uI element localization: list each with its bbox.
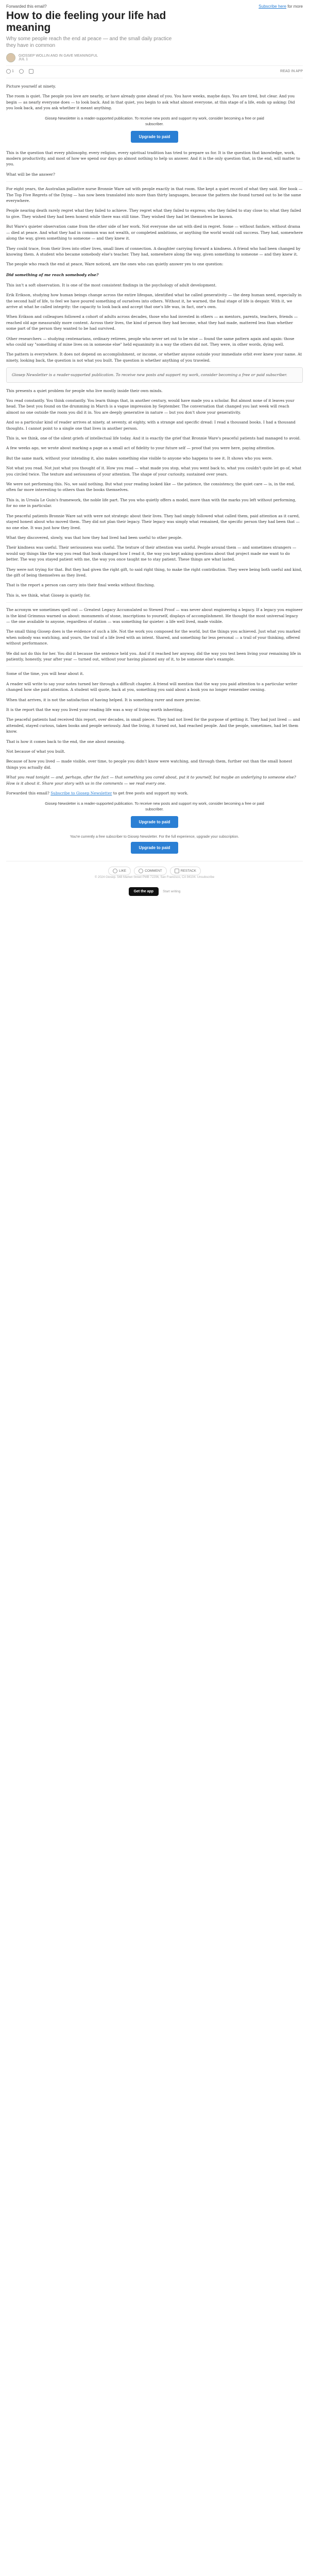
heart-icon [113, 869, 117, 873]
paragraph: The peaceful patients had received this report, over decades, in small pieces. They had not lived for the purpose of getting it. They had just lived — and attended, stayed curious, taken books and people seriously. And the living, it turned out, had reached people. And the people, sometimes, had let them know. [6, 717, 300, 734]
divider [6, 181, 303, 182]
legal-text: © 2024 Giosep. 548 Market Street PMB 72296, San Francisco, CA 94104. Unsubscribe [94, 875, 215, 879]
paragraph: Erik Erikson, studying how human beings change across the entire lifespan, identified what he called generativity — the deep human need, especially in the second half of life, to feel we have poured something of ourselves into others. Without it, he warned, the final stage of life is despair. With it, we arrive at what he called integrity: the capacity to look back and accept that one's life was, in fact, one's own. [6, 293, 302, 309]
article-subtitle: Why some people reach the end at peace — and the small daily practice they have in common [6, 36, 172, 48]
paragraph: They could trace, from their lives into other lives, small lines of connection. A daughter carrying forward a kindness. A friend who had been changed by knowing them. A student who became somebody else's teacher. They had, somewhere along the way, given something to someone — and they knew it. [6, 246, 301, 257]
forwarded-text: Forwarded this email? [6, 4, 47, 9]
paragraph: But the same mark, without your intending it, also makes something else visible to anyone who happens to see it. It shows who you were. [6, 455, 273, 461]
footer-like-label: LIKE [119, 869, 127, 873]
paragraph: This is the question that every philosophy, every religion, every spiritual tradition has tried to prepare us for. It is the question that knowledge, work, modern productivity, and most of how we spend our days go almost nothing to help us answer. And it is the only question that, in the end, will matter to you. [6, 150, 300, 167]
read-in-app-link[interactable]: READ IN APP [280, 70, 303, 73]
key-question: Did something of me reach somebody else? [6, 272, 99, 277]
paragraph: That is how it comes back to the end, the one about meaning. [6, 739, 126, 744]
paragraph: What they discovered, slowly, was that how they had lived had been useful to other people. [6, 535, 183, 540]
paragraph: When Erikson and colleagues followed a cohort of adults across decades, those who had invested in others — as mentors, parents, teachers, friends — reached old age measurably more content. Across their lives, the kind of person they had become, what they had made, mattered less than whether some part of the person they wanted to be had survived. [6, 314, 298, 331]
paragraph: This is, we think, what Giosep is quietly for. [6, 592, 91, 598]
paragraph: A reader will write to say your notes turned her through a difficult chapter. A friend will mention that the way you paid attention to a particular writer changed how she paid attention. A student will quote, back at you, something you said about a book you no longer remember owning. [6, 681, 298, 692]
paragraph: But Ware's quieter observation came from the other side of her work. Not everyone she sat with died in regret. Some — without fanfare, without drama — died at peace. And what they had in common was not wealth, or completed ambitions, or anything the world would call success. They had, somewhere along the way, given something to someone — and they knew it. [6, 224, 303, 241]
paragraph: And so a particular kind of reader arrives at ninety, at seventy, at eighty, with a strange and specific dread: I read a thousand books. I had a thousand thoughts. I cannot point to a single one that lives in another person. [6, 420, 296, 431]
comment-button[interactable] [19, 69, 24, 74]
restack-button[interactable] [29, 69, 33, 74]
paragraph: The peaceful patients Bronnie Ware sat with were not strategic about their lives. They had simply followed what called them, paid attention as it cared, stayed honest about who moved them. They did not plan their legacy. Their legacy was simply what remained, the specific person they had been that — no one else. It was just how they lived. [6, 513, 300, 530]
upgrade-button-3[interactable]: Upgrade to paid [131, 842, 179, 854]
article [0, 10, 309, 896]
paragraph: The room is quiet. The people you love are nearby, or have already gone ahead of you. You have weeks, maybe days. You are tired, but clear. And you begin — as nearly everyone does — to look back. And in that quiet, you begin to ask what almost everyone, at this stage of a life, ends up asking: Did you look back, and you ask whether it meant anything. [6, 94, 295, 111]
closing-italic: What you read tonight — and, perhaps, after the fact — that something you cared about, put it to yourself, but maybe an underlying to someone else? How is it about it. Share your story with us in the comments — we read every one. [6, 775, 296, 786]
upgrade-button-2[interactable]: Upgrade to paid [131, 816, 179, 828]
paragraph: Their kindness was useful. Their seriousness was useful. The texture of their attention was useful. People around them — and sometimes strangers — would say things like the way you read that book changed how I read it, the way you kept asking questions about that project made me want to do better. The way you stayed patient with me, the way you once taught me to stay patient. These things are what lasted. [6, 545, 297, 562]
divider [6, 602, 303, 603]
footer-restack-button[interactable] [170, 867, 201, 875]
author-row [6, 53, 303, 66]
paragraph: This isn't a soft observation. It is one of the most consistent findings in the psychology of adult development. [6, 282, 217, 287]
subscribe-link[interactable]: Subscribe here [259, 4, 286, 9]
paragraph: A few weeks ago, we wrote about marking a page as a small act of fidelity to your future self — proof that you were here, paying attention. [6, 446, 276, 451]
divider [6, 666, 303, 667]
paragraph: Because of how you lived — made visible, over time, to people you didn't know were watching, and through them, further out than the small honest things you actually did. [6, 759, 293, 770]
paragraph: We were not performing this. No, we said nothing. But what your reading looked like — the patience, the consistency, the quiet care — is, in the end, often far more interesting to others than the books themselves. [6, 482, 295, 493]
subscriber-note: You're currently a free subscriber to Giosep Newsletter. For the full experience, upgrade your subscription. [70, 835, 239, 839]
paragraph: This presents a quiet problem for people who live mostly inside their own minds. [6, 388, 163, 393]
paragraph: Picture yourself at ninety. [6, 84, 56, 89]
forwarded-footer [6, 790, 303, 796]
avatar[interactable] [6, 53, 15, 62]
paragraph: The acronym we sometimes spell out — Greatest Legacy Accumulated so Stewed Proof — was never about engineering a legacy. If a legacy you engineer is the kind Grimmus warned us about: monuments of stone, inscriptions to yourself, displays of accomplishment. He thought the most universal legacy — the one available to anyone, regardless of station — was something far quieter: a life well lived, made visible. [6, 607, 303, 624]
paragraph: The small thing Giosep does is the evidence of such a life. Not the work you composed for the world, but the things you achieved. Just what you marked when nobody was watching, and yours, the trail of a life lived with an intent. Shared, and something far less personal — a trail of your thinking, offered without performance. [6, 629, 301, 646]
like-count: 1 [12, 70, 14, 73]
footer-restack-label: RESTACK [180, 869, 196, 873]
like-button[interactable] [6, 69, 14, 74]
footer-actions [6, 861, 303, 875]
box-text: Giosep Newsletter is a reader-supported publication. To receive new posts and support my work, consider becoming a free or paid subscriber. [12, 372, 287, 378]
restack-icon [29, 69, 33, 74]
subscribe-callout: Giosep Newsletter is a reader-supported publication. To receive new posts and support my work, consider becoming a free or paid subscriber. [45, 115, 264, 126]
subscribe-callout-2: Giosep Newsletter is a reader-supported publication. To receive new posts and support my work, consider becoming a free or paid subscriber. [45, 801, 264, 811]
paragraph: You read constantly. You think constantly. You learn things that, in another century, would have made you a scholar. But almost none of it leaves your head. The best you found on the drumming in March is a vague impression by September. The conversation that changed you last week will reach almost no one outside the room you did it in. You are deeply generative in nature — but you don't show your generativity. [6, 398, 295, 415]
paragraph: It is the report that the way you lived your reading life was a way of living worth inheriting. [6, 707, 184, 713]
forward-bar [0, 0, 309, 9]
paragraph: That is the report a person can carry into their final weeks without flinching. [6, 583, 155, 588]
subscribe-box [6, 367, 303, 382]
post-date: JUL 1 [19, 58, 28, 61]
restack-icon [175, 869, 179, 873]
paragraph: Other researchers — studying centenarians, ordinary retirees, people who never set out to be wise — found the same pattern again and again: those who could say "something of mine lives on in someone else" held equanimity in a way the others did not. They were, in other words, dying well. [6, 336, 295, 347]
footer-comment-label: COMMENT [145, 869, 162, 873]
paragraph: When that arrives, it is not the satisfaction of having helped. It is something rarer and more precise. [6, 697, 201, 702]
paragraph: For eight years, the Australian palliative nurse Bronnie Ware sat with people exactly in that room. She kept a quiet record of what they said. Her book — The Top Five Regrets of the Dying — has now been translated into more than thirty languages, because the pattern she found turned out to be the same everywhere. [6, 187, 303, 204]
app-row [6, 887, 303, 896]
paragraph: Not what you read. Not just what you thought of it. How you read — what made you stop, what you went back to, what you couldn't quite let go of, what you circled twice. The texture and seriousness of your attention. The shape of your curiosity, sustained over years. [6, 466, 302, 477]
article-title: How to die feeling your life had meaning [6, 10, 166, 33]
upgrade-button[interactable]: Upgrade to paid [131, 131, 179, 143]
subscribe-footer-link[interactable]: Subscribe to Giosep Newsletter [50, 791, 112, 796]
paragraph: What will be the answer? [6, 172, 55, 177]
paragraph: This is, in Ursula Le Guin's framework, the noble life part. The you who quietly offers a model, more than with the marks you left without performing, for no one in particular. [6, 497, 297, 509]
footer-comment-button[interactable] [134, 867, 167, 875]
paragraph: People nearing death rarely regret what they failed to achieve. They regret what they failed to express; who they failed to stay close to; what they failed to give. They wished they had been honest while there was still time. They wished they had let themselves be known. [6, 208, 301, 219]
start-writing-link[interactable]: Start writing [163, 889, 181, 893]
forwarded-footer-text: Forwarded this email? [6, 791, 49, 796]
paragraph: The pattern is everywhere. It does not depend on accomplishment, or income, or whether anyone outside your immediate orbit ever knew your name. At ninety, looking back, the question is not what you built. The question is whether anything of you traveled. [6, 352, 302, 363]
author-line[interactable]: GIOSSEP WOLLIN AND IN GAVE MEANINGFUL [19, 54, 98, 58]
paragraph: The people who reach the end at peace, Ware noticed, are the ones who can quietly answer yes to one question: [6, 262, 224, 267]
forwarded-footer-suffix: to get free posts and support my work. [113, 791, 188, 796]
action-row [6, 69, 303, 78]
comment-icon [139, 869, 143, 873]
footer-like-button[interactable] [108, 867, 131, 875]
paragraph: Not because of what you built. [6, 749, 65, 754]
get-app-button[interactable]: Get the app [129, 887, 159, 896]
paragraph: They were not trying for that. But they had given the right gift, to said right thing, to make the right contribution. They were being both useful and kind, the gift of being themselves as they lived. [6, 567, 302, 578]
heart-icon [6, 69, 11, 74]
paragraph: We did not do this for her. You did it because the sentence held you. And if it reached her anyway, did the way you test been living your remaining life in patiently, honestly, year after year — turned out, without your having planned any of it, to be someone else's example. [6, 651, 301, 662]
paragraph: Some of the time, you will hear about it. [6, 671, 84, 676]
comment-icon [19, 69, 24, 74]
more-text: for more [287, 4, 303, 9]
paragraph: This is, we think, one of the silent griefs of intellectual life today. And it is exactly the grief that Bronnie Ware's peaceful patients had managed to avoid. [6, 436, 301, 441]
